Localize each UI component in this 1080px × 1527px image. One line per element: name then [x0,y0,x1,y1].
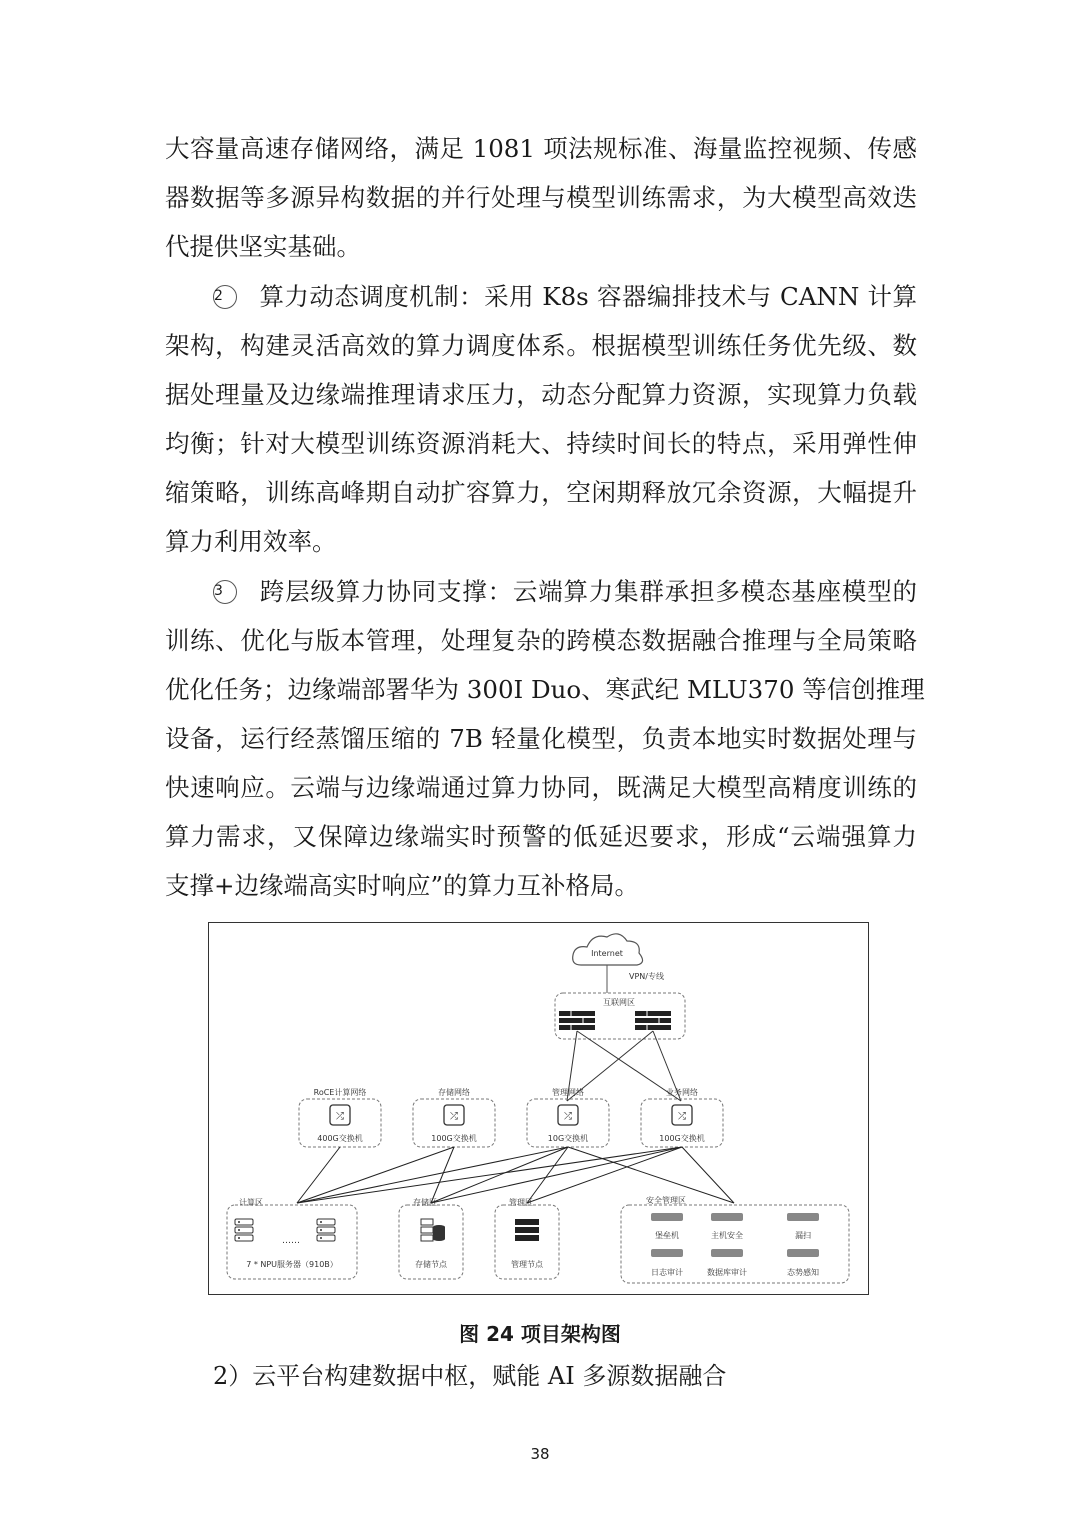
security-device-label: 态势感知 [787,1268,819,1277]
paragraph-dynamic-scheduling [165,272,917,566]
firewall-icon [635,1011,671,1030]
switch-roce [299,1087,381,1147]
svg-text:⤮: ⤮ [564,1111,572,1122]
text-line: 优化任务；边缘端部署华为 300I Duo、寒武纪 MLU370 等信创推理 [165,675,925,704]
switch-zone-links [297,1147,734,1203]
text-line-content: 跨层级算力协同支撑：云端算力集群承担多模态基座模型的 [259,577,917,606]
svg-text:⤮: ⤮ [678,1111,686,1122]
compute-ellipsis: …… [282,1236,300,1246]
storage-node-label: 存储节点 [415,1260,447,1269]
text-line: 训练、优化与版本管理，处理复杂的跨模态数据融合推理与全局策略 [165,626,917,655]
switch-model-label: 100G交换机 [431,1134,477,1143]
figure-caption: 图 24 项目架构图 [459,1322,621,1346]
text-line: 架构，构建灵活高效的算力调度体系。根据模型训练任务优先级、数 [165,331,917,360]
switch-network-label: RoCE计算网络 [313,1088,367,1097]
security-device-label: 数据库审计 [707,1268,747,1277]
paragraph-storage-network [165,124,917,271]
zone-title: 存储区 [413,1198,437,1207]
text-line: 算力需求，又保障边缘端实时预警的低延迟要求，形成“云端强算力 [165,822,917,851]
zone-title: 安全管理区 [646,1196,686,1205]
svg-text:⤮: ⤮ [450,1111,458,1122]
host-security-icon [711,1213,743,1221]
text-line [165,272,917,321]
architecture-diagram [208,922,869,1295]
text-line-content: 算力动态调度机制：采用 K8s 容器编排技术与 CANN 计算 [259,282,917,311]
zone-title: 计算区 [239,1198,263,1207]
security-device-label: 漏扫 [795,1231,811,1240]
text-line: 快速响应。云端与边缘端通过算力协同，既满足大模型高精度训练的 [165,773,917,802]
text-line: 算力利用效率。 [165,527,337,556]
compute-zone-label: 7 * NPU服务器（910B） [246,1260,338,1269]
security-device-label: 日志审计 [651,1268,683,1277]
compute-zone [227,1197,357,1279]
zone-title: 管理区 [509,1198,533,1207]
switch-business [641,1087,723,1147]
database-audit-icon [711,1249,743,1257]
storage-zone [399,1197,463,1279]
page-number: 38 [530,1445,550,1463]
switch-management [527,1087,609,1147]
text-line: 支撑+边缘端高实时响应”的算力互补格局。 [165,871,640,900]
interconnect-zone-title: 互联网区 [603,998,635,1007]
text-line: 据处理量及边缘端推理请求压力，动态分配算力资源，实现算力负载 [165,380,917,409]
section-heading: 2）云平台构建数据中枢，赋能 AI 多源数据融合 [213,1362,727,1390]
architecture-diagram-svg [209,923,867,1293]
firewall-switch-links [567,1031,681,1101]
security-device-label: 主机安全 [711,1231,743,1240]
text-line: 代提供坚实基础。 [165,232,361,261]
text-line: 均衡；针对大模型训练资源消耗大、持续时间长的特点，采用弹性伸 [165,429,917,458]
circled-number-3: 3 [213,580,237,604]
vpn-label: VPN/专线 [629,972,664,981]
security-zone [621,1195,849,1283]
vulnerability-scan-icon [787,1213,819,1221]
switch-network-label: 管理网络 [552,1088,584,1097]
switch-model-label: 400G交换机 [317,1134,363,1143]
text-line: 大容量高速存储网络，满足 1081 项法规标准、海量监控视频、传感 [165,134,917,163]
switch-storage [413,1087,495,1147]
svg-text:⤮: ⤮ [336,1111,344,1122]
security-device-label: 堡垒机 [655,1231,679,1240]
npu-server-icon [235,1219,253,1241]
bastion-host-icon [651,1213,683,1221]
firewall-icon [559,1011,595,1030]
internet-label: Internet [591,949,623,958]
text-line: 设备，运行经蒸馏压缩的 7B 轻量化模型，负责本地实时数据处理与 [165,724,917,753]
text-line: 缩策略，训练高峰期自动扩容算力，空闲期释放冗余资源，大幅提升 [165,478,917,507]
situational-awareness-icon [787,1249,819,1257]
text-line [165,567,917,616]
switch-model-label: 100G交换机 [659,1134,705,1143]
text-line: 器数据等多源异构数据的并行处理与模型训练需求，为大模型高效迭 [165,183,917,212]
circled-number-2: 2 [213,285,237,309]
switch-network-label: 业务网络 [666,1088,698,1097]
switch-network-label: 存储网络 [438,1088,470,1097]
management-node-icon [515,1219,539,1241]
log-audit-icon [651,1249,683,1257]
switch-model-label: 10G交换机 [547,1134,589,1143]
internet-cloud-icon [573,934,643,965]
management-node-label: 管理节点 [511,1260,543,1269]
storage-node-icon [421,1219,445,1241]
npu-server-icon [317,1219,335,1241]
paragraph-cross-tier-collaboration [165,567,925,910]
management-zone [495,1197,559,1279]
